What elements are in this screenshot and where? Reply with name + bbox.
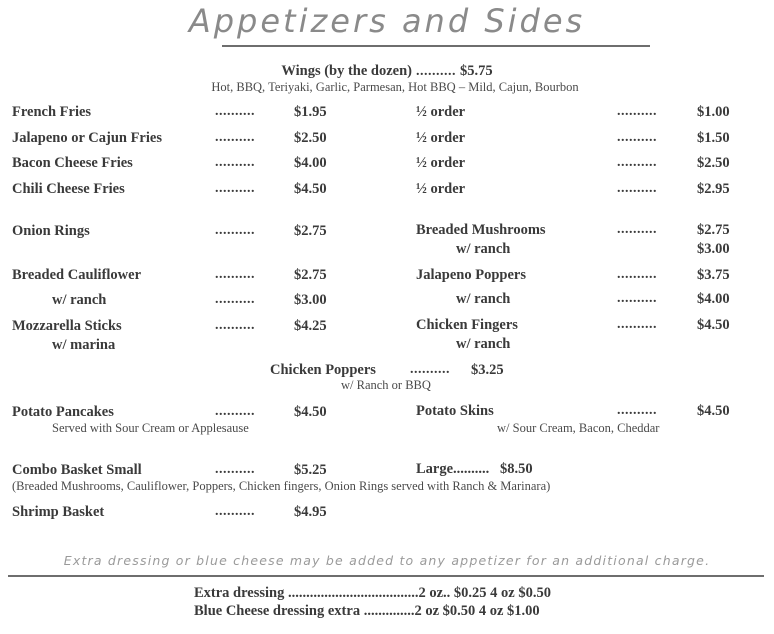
dots: .......... (617, 155, 657, 170)
potato-skins-price: $4.50 (697, 403, 730, 419)
potato-pancakes-sub: Served with Sour Cream or Applesause (52, 421, 249, 435)
breaded-mushrooms-ranch-price: $3.00 (697, 241, 730, 257)
french-fries-name: French Fries (12, 104, 92, 120)
dots: .......... (215, 155, 255, 170)
dots: .......... (617, 317, 657, 332)
breaded-cauliflower-price: $2.75 (294, 267, 327, 283)
breaded-mushrooms-price: $2.75 (697, 222, 730, 238)
dots: .......... (215, 104, 255, 119)
chili-cheese-fries-half: ½ order (416, 181, 466, 197)
dots: .......... (215, 462, 255, 477)
mozzarella-sticks-sub: w/ marina (52, 337, 116, 353)
chili-cheese-fries-name: Chili Cheese Fries (12, 181, 125, 197)
dots: .......... (617, 267, 657, 282)
chicken-poppers-name: Chicken Poppers (270, 362, 376, 378)
jalapeno-poppers-ranch: w/ ranch (456, 291, 511, 307)
chili-cheese-fries-half-price: $2.95 (697, 181, 730, 197)
shrimp-basket-name: Shrimp Basket (12, 504, 105, 520)
chicken-poppers-price: $3.25 (471, 362, 504, 378)
dots: .......... (215, 267, 255, 282)
dots: .......... (617, 104, 657, 119)
extra-dressing-line: Extra dressing ....................................2 oz.. $0.25 4 oz $0.50 (194, 585, 551, 601)
dots: .......... (215, 404, 255, 419)
footnote-underline (8, 575, 764, 577)
title-underline (222, 45, 650, 47)
dots: .......... (617, 130, 657, 145)
breaded-cauliflower-ranch-price: $3.00 (294, 292, 327, 308)
french-fries-price: $1.95 (294, 104, 327, 120)
potato-pancakes-price: $4.50 (294, 404, 327, 420)
wings-flavors: Hot, BBQ, Teriyaki, Garlic, Parmesan, Hot BBQ – Mild, Cajun, Bourbon (211, 80, 579, 94)
combo-basket-price: $5.25 (294, 462, 327, 478)
bacon-cheese-fries-name: Bacon Cheese Fries (12, 155, 133, 171)
dots: .......... (215, 223, 255, 238)
breaded-mushrooms-name: Breaded Mushrooms (416, 222, 546, 238)
combo-description: (Breaded Mushrooms, Cauliflower, Poppers, Chicken fingers, Onion Rings served with Ranch & Marinara) (12, 479, 551, 493)
wings-line (0, 62, 774, 80)
wings-name: Wings (by the dozen) (281, 63, 413, 79)
dots: .......... (215, 504, 255, 519)
dots: .......... (215, 181, 255, 196)
jalapeno-poppers-name: Jalapeno Poppers (416, 267, 526, 283)
breaded-cauliflower-name: Breaded Cauliflower (12, 267, 142, 283)
french-fries-half-price: $1.00 (697, 104, 730, 120)
potato-pancakes-name: Potato Pancakes (12, 404, 114, 420)
wings-price: $5.75 (460, 63, 493, 79)
mozzarella-sticks-price: $4.25 (294, 318, 327, 334)
bacon-cheese-fries-half-price: $2.50 (697, 155, 730, 171)
jalapeno-fries-name: Jalapeno or Cajun Fries (12, 130, 162, 146)
combo-large-label: Large.......... (416, 461, 490, 477)
jalapeno-fries-price: $2.50 (294, 130, 327, 146)
chili-cheese-fries-price: $4.50 (294, 181, 327, 197)
chicken-fingers-name: Chicken Fingers (416, 317, 518, 333)
onion-rings-name: Onion Rings (12, 223, 90, 239)
onion-rings-price: $2.75 (294, 223, 327, 239)
potato-skins-name: Potato Skins (416, 403, 494, 419)
breaded-cauliflower-ranch: w/ ranch (52, 292, 107, 308)
jalapeno-fries-half-price: $1.50 (697, 130, 730, 146)
breaded-mushrooms-ranch: w/ ranch (456, 241, 511, 257)
jalapeno-poppers-ranch-price: $4.00 (697, 291, 730, 307)
combo-basket-name: Combo Basket Small (12, 462, 142, 478)
dots: .......... (617, 403, 657, 418)
wings-dots: .......... (416, 64, 457, 79)
dots: .......... (215, 292, 255, 307)
dots: .......... (215, 318, 255, 333)
potato-skins-sub: w/ Sour Cream, Bacon, Cheddar (497, 421, 660, 435)
jalapeno-fries-half: ½ order (416, 130, 466, 146)
bacon-cheese-fries-half: ½ order (416, 155, 466, 171)
dots: .......... (617, 222, 657, 237)
bacon-cheese-fries-price: $4.00 (294, 155, 327, 171)
mozzarella-sticks-name: Mozzarella Sticks (12, 318, 122, 334)
dots: .......... (215, 130, 255, 145)
chicken-poppers-sub: w/ Ranch or BBQ (341, 378, 431, 392)
chicken-fingers-price: $4.50 (697, 317, 730, 333)
dots: .......... (617, 181, 657, 196)
combo-large-price: $8.50 (500, 461, 533, 477)
shrimp-basket-price: $4.95 (294, 504, 327, 520)
dots: .......... (410, 362, 450, 377)
jalapeno-poppers-price: $3.75 (697, 267, 730, 283)
blue-cheese-line: Blue Cheese dressing extra ..............2 oz $0.50 4 oz $1.00 (194, 603, 540, 619)
chicken-fingers-sub: w/ ranch (456, 336, 511, 352)
dots: .......... (617, 291, 657, 306)
page-title: Appetizers and Sides (188, 2, 586, 40)
french-fries-half: ½ order (416, 104, 466, 120)
extra-charge-note: Extra dressing or blue cheese may be added to any appetizer for an additional charge. (63, 553, 711, 568)
